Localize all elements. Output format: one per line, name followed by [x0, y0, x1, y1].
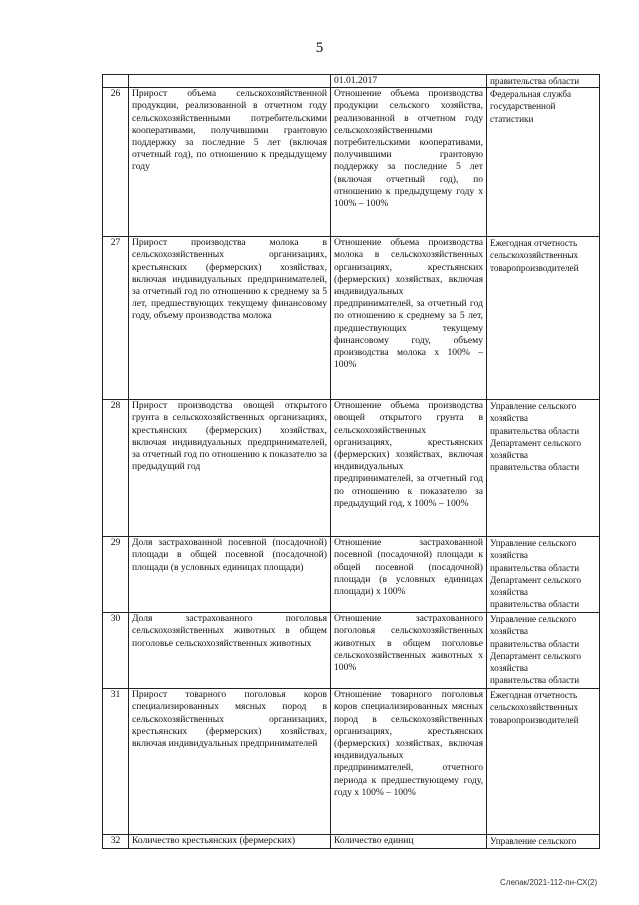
indicator-cell: Прирост объема сельскохозяйственной продукции, реализованной в отчетном году сельскохозяйственными потребительскими кооперативами, получившими грантовую поддержку за последние 5 лет (включая отчетный год), по отношению к предыдущему году — [129, 88, 331, 237]
method-cell: Отношение застрахованной посевной (посадочной) площади к общей посевной (посадочной) площади (в условных единицах площади) x 100% — [331, 537, 487, 613]
source-line: правительства области — [490, 462, 580, 473]
method-cell: Отношение объема производства молока в сельскохозяйственных организациях, крестьянских (фермерских) хозяйствах, включая индивидуальных предпринимателей, за отчетный год по отношению к среднему за 5 лет, предшествующих текущему финансовому году, объему производства молока x 100% – 100% — [331, 237, 487, 400]
source-line: Управление сельского хозяйства — [490, 401, 577, 424]
source-line: Департамент сельского хозяйства — [490, 574, 582, 598]
indicator-cell: Прирост товарного поголовья коров специализированных мясных пород в сельскохозяйственных организациях, крестьянских (фермерских) хозяйствах, включая индивидуальных предпринимателей — [129, 689, 331, 835]
source-line: правительства области — [490, 675, 580, 686]
row-number-cell: 30 — [103, 613, 129, 689]
source-line: правительства области — [490, 599, 580, 610]
source-line: правительства области — [490, 638, 580, 649]
source-cell: правительства области — [487, 75, 600, 88]
row-number-cell: 32 — [103, 835, 129, 849]
method-cell: Отношение застрахованного поголовья сельскохозяйственных животных в общем поголовье сельскохозяйственных животных x 100% — [331, 613, 487, 689]
indicator-cell: Прирост производства молока в сельскохозяйственных организациях, крестьянских (фермерских) хозяйствах, включая индивидуальных предпринимателей, за отчетный год по отношению к среднему за 5 лет, предшествующих текущему финансовому году, объему производства молока — [129, 237, 331, 400]
row-number-cell: 28 — [103, 400, 129, 537]
source-cell — [487, 689, 600, 835]
indicators-table — [102, 74, 600, 849]
indicator-cell: Доля застрахованной посевной (посадочной) площади в общей посевной (посадочной) площади (в условных единицах площади) — [129, 537, 331, 613]
page-number: 5 — [315, 40, 324, 56]
source-line: Ежегодная отчетность сельскохозяйственных товаропроизводителей — [490, 690, 579, 725]
source-line: Федеральная служба государственной статистики — [490, 89, 572, 124]
source-line: Управление сельского — [490, 836, 577, 847]
table-row — [103, 88, 600, 237]
table-row — [103, 537, 600, 613]
document-code: Слепак/2021-112-пн-СХ(2) — [500, 878, 598, 887]
source-line: Департамент сельского хозяйства — [490, 437, 582, 461]
source-cell — [487, 237, 600, 400]
source-line: правительства области — [490, 425, 580, 436]
row-number-cell: 26 — [103, 88, 129, 237]
method-cell: Отношение товарного поголовья коров специализированных мясных пород в сельскохозяйственных организациях, крестьянских (фермерских) хозяйствах, включая индивидуальных предпринимателей, отчетного периода к предшествующему году, году x 100% – 100% — [331, 689, 487, 835]
method-cell: Отношение объема производства овощей открытого грунта в сельскохозяйственных организациях, крестьянских (фермерских) хозяйствах, включая индивидуальных предпринимателей, за отчетный год по отношению к показателю за предыдущий год, x 100% – 100% — [331, 400, 487, 537]
row-number-cell: 29 — [103, 537, 129, 613]
source-line: Департамент сельского хозяйства — [490, 650, 582, 674]
table-row — [103, 835, 600, 849]
table-row — [103, 613, 600, 689]
indicator-cell: Количество крестьянских (фермерских) — [129, 835, 331, 849]
row-number-cell — [103, 75, 129, 88]
row-number-cell: 31 — [103, 689, 129, 835]
source-line: Управление сельского хозяйства — [490, 614, 577, 637]
source-cell — [487, 613, 600, 689]
source-line: правительства области — [490, 562, 580, 573]
table-row — [103, 237, 600, 400]
indicator-cell — [129, 75, 331, 88]
source-cell — [487, 400, 600, 537]
indicator-cell: Доля застрахованного поголовья сельскохозяйственных животных в общем поголовье сельскохозяйственных животных — [129, 613, 331, 689]
source-cell — [487, 537, 600, 613]
method-cell: 01.01.2017 — [331, 75, 487, 88]
source-cell — [487, 88, 600, 237]
source-line: Ежегодная отчетность сельскохозяйственных товаропроизводителей — [490, 238, 579, 273]
table-row — [103, 689, 600, 835]
method-cell: Отношение объема производства продукции сельского хозяйства, реализованной в отчетном году сельскохозяйственными потребительскими кооперативами, получившими грантовую поддержку за последние 5 лет (включая отчетный год), по отношению к предыдущему году x 100% – 100% — [331, 88, 487, 237]
source-line: Управление сельского хозяйства — [490, 538, 577, 561]
method-cell: Количество единиц — [331, 835, 487, 849]
indicator-cell: Прирост производства овощей открытого грунта в сельскохозяйственных организациях, крестьянских (фермерских) хозяйствах, включая индивидуальных предпринимателей, за отчетный год по отношению к показателю за предыдущий год — [129, 400, 331, 537]
source-cell — [487, 835, 600, 849]
table-row-continuation — [103, 75, 600, 88]
row-number-cell: 27 — [103, 237, 129, 400]
table-row — [103, 400, 600, 537]
